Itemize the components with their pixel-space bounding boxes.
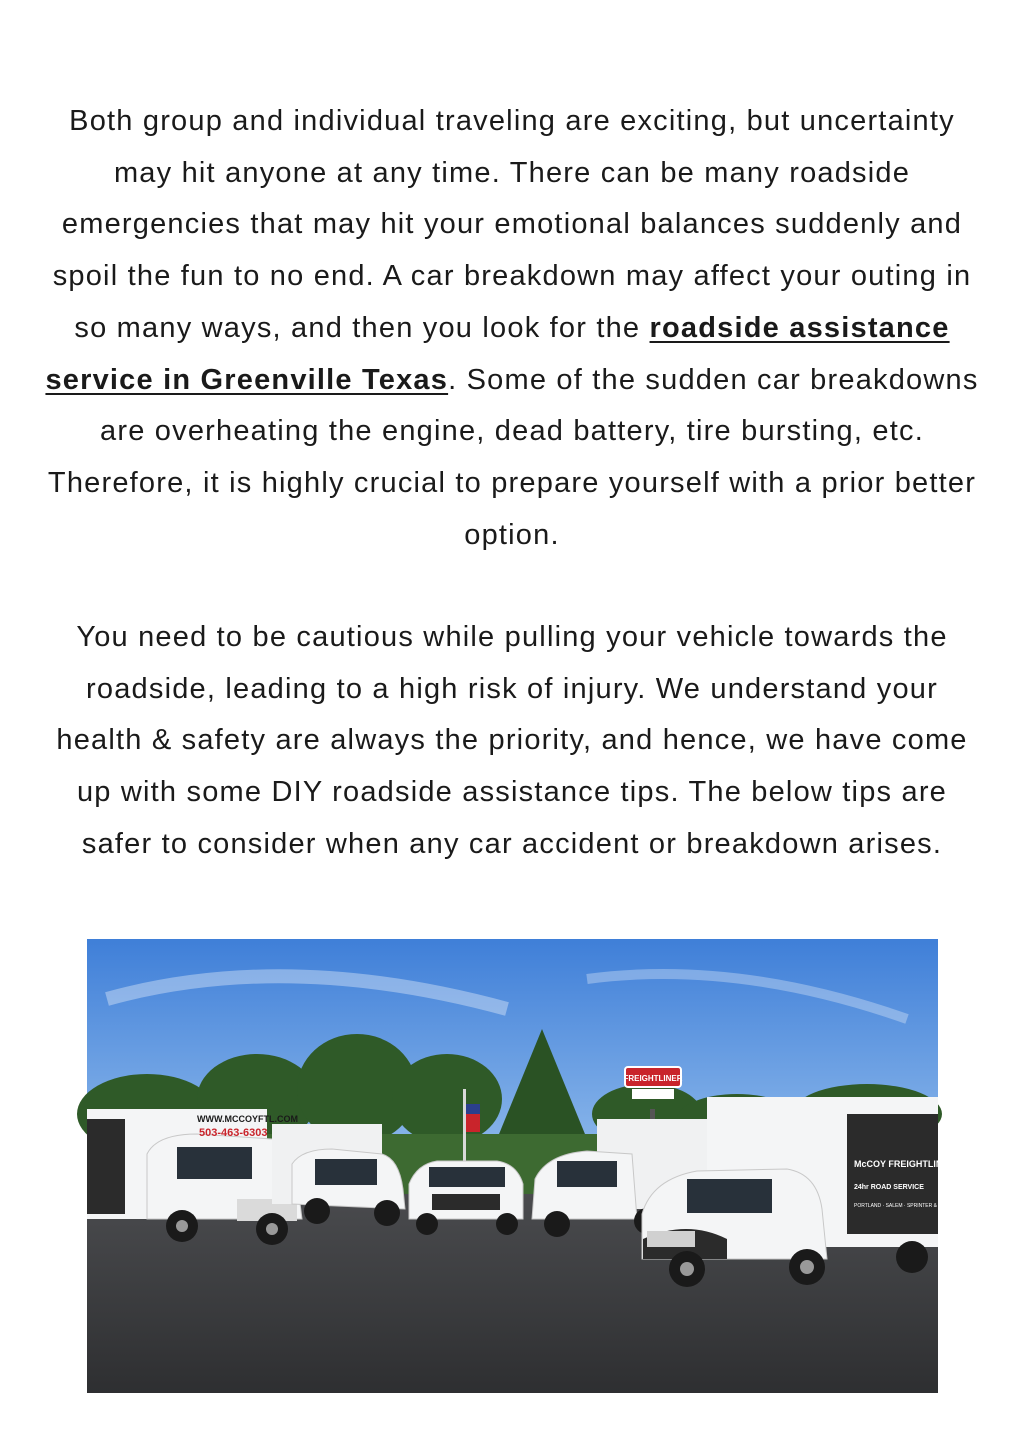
service-fleet-photo [87,939,968,1393]
roadside-assistance-link[interactable]: roadside assistance service in Greenville Texas [45,311,950,396]
svg-text:24hr ROAD SERVICE: 24hr ROAD SERVICE [854,1184,924,1191]
svg-text:McCOY FREIGHTLINER: McCOY FREIGHTLINER [854,1159,955,1169]
svg-text:PORTLAND · SALEM · SPRINTER &: PORTLAND · SALEM · SPRINTER & RV CENTER [854,1203,968,1209]
intro-text-before-link: Both group and individual traveling are exciting, but uncertainty may hit anyone at any time. There can be many roadside emergencies that may hit your emotional balances suddenly and spoil the fun to no end. A car breakdown may affect your outing in so many ways, and then you look for the [52,105,972,344]
intro-paragraph [40,96,984,561]
svg-text:FREIGHTLINER: FREIGHTLINER [623,1074,683,1083]
safety-paragraph: You need to be cautious while pulling your vehicle towards the roadside, leading to a high risk of injury. We understand your health & safety are always the priority, and hence, we have come up with some DIY roadside assistance tips. The below tips are safer to consider when any car accident or breakdown arises. [56,621,968,860]
svg-text:503-463-6303: 503-463-6303 [199,1127,268,1139]
intro-text-after-link: . Some of the sudden car breakdowns are overheating the engine, dead battery, tire bursting, etc. Therefore, it is highly crucial to prepare yourself with a prior better option. [47,363,979,551]
svg-text:WWW.MCCOYFTL.COM: WWW.MCCOYFTL.COM [197,1114,298,1124]
